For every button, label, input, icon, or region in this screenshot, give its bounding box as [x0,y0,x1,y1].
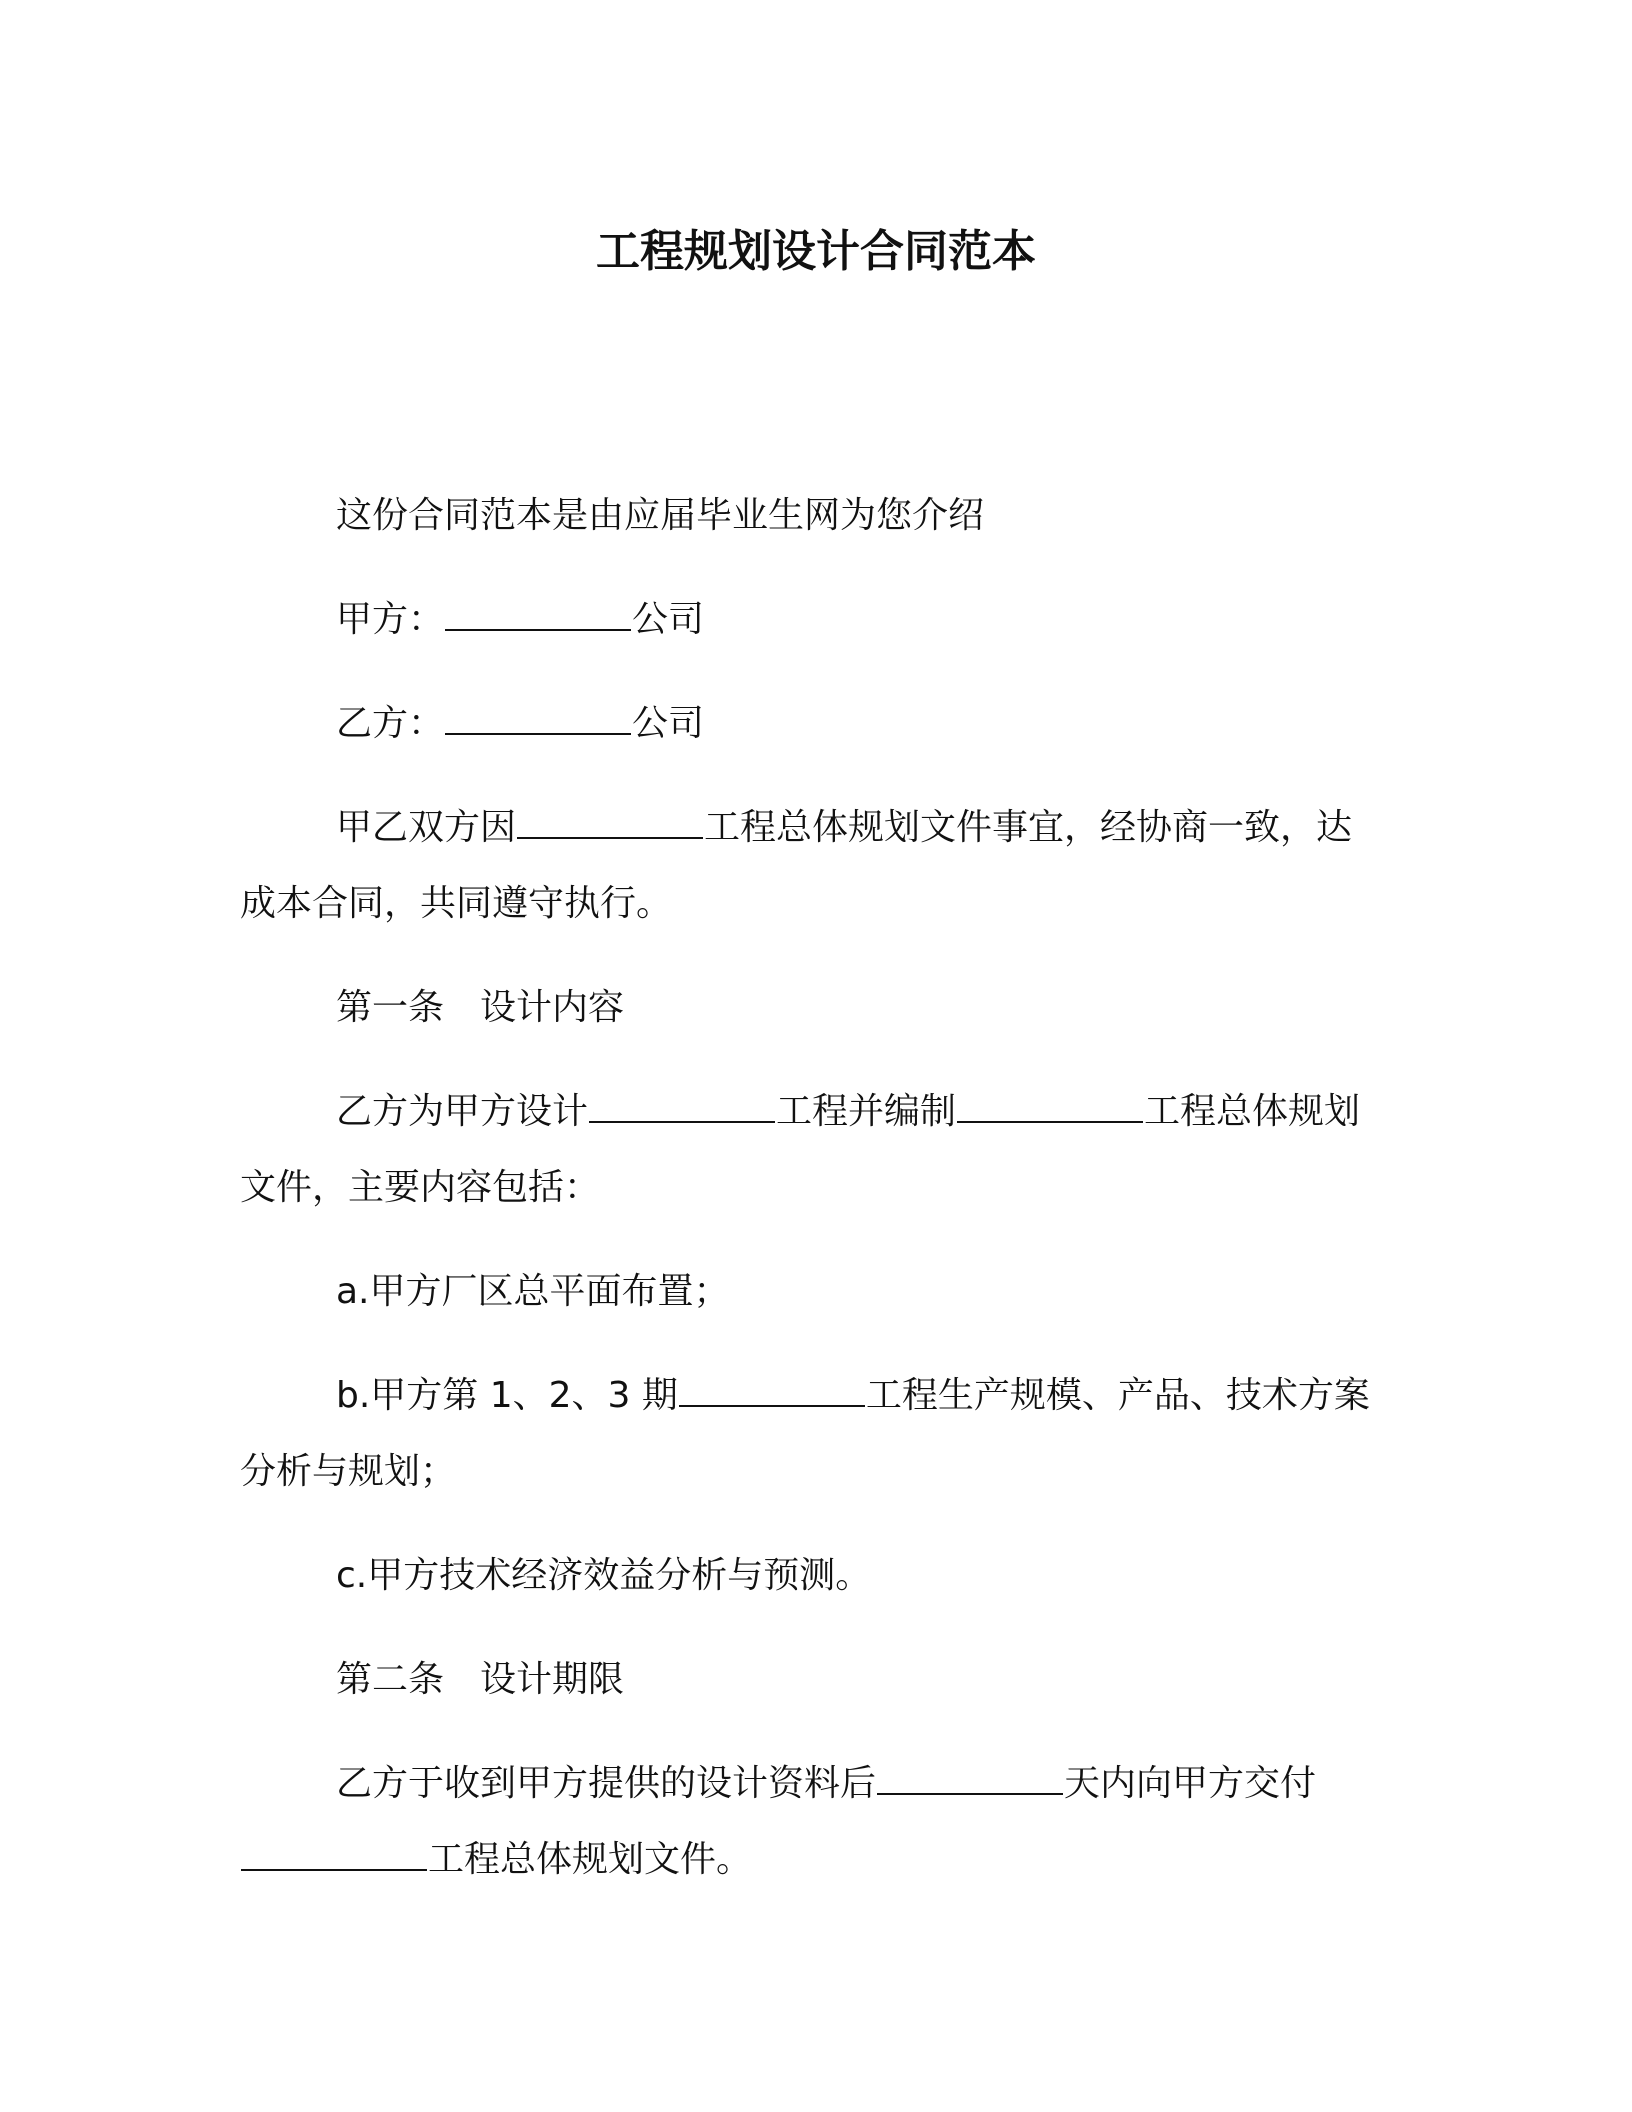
party-b-line [240,686,1380,762]
article1-text-1: 乙方为甲方设计 [336,1091,589,1132]
item-b-blank [679,1373,865,1407]
article2-blank-2 [241,1837,427,1871]
party-a-blank [445,597,631,631]
article2-body [240,1746,1380,1898]
preamble-blank [517,805,703,839]
article2-heading: 第二条 设计期限 [336,1659,625,1700]
article1-blank-1 [589,1089,775,1123]
item-b-text-1: b.甲方第 1、2、3 期 [336,1375,678,1416]
document-body [240,478,1380,1898]
article1-body [240,1074,1380,1226]
party-b-blank [445,701,631,735]
article1-text-3: 工程总体规划文件，主要内容包括： [240,1091,1361,1208]
article1-item-b [240,1358,1380,1510]
article2-blank-1 [877,1761,1063,1795]
preamble-paragraph [240,790,1380,942]
article1-item-c: c.甲方技术经济效益分析与预测。 [336,1555,872,1596]
party-b-label: 乙方： [336,703,445,744]
article2-text-1: 乙方于收到甲方提供的设计资料后 [336,1763,877,1804]
article1-item-a: a.甲方厂区总平面布置； [336,1271,730,1312]
party-b-suffix: 公司 [632,703,705,744]
article1-text-2: 工程并编制 [776,1091,957,1132]
party-a-label: 甲方： [336,599,445,640]
intro-paragraph [240,478,1380,554]
preamble-text-2: 工程总体规划文件事宜，经协商一致，达成本合同，共同遵守执行。 [240,807,1353,924]
article1-heading: 第一条 设计内容 [336,987,625,1028]
party-a-suffix: 公司 [632,599,705,640]
preamble-text-1: 甲乙双方因 [336,807,517,848]
article2-text-3: 工程总体规划文件。 [428,1839,753,1880]
article1-blank-2 [957,1089,1143,1123]
article2-text-2: 天内向甲方交付 [1064,1763,1317,1804]
party-a-line [240,582,1380,658]
intro-text: 这份合同范本是由应届毕业生网为您介绍 [336,495,985,536]
document-title: 工程规划设计合同范本 [596,226,1036,277]
item-b-text-2: 工程生产规模、产品、技术方案分析与规划； [240,1375,1370,1492]
